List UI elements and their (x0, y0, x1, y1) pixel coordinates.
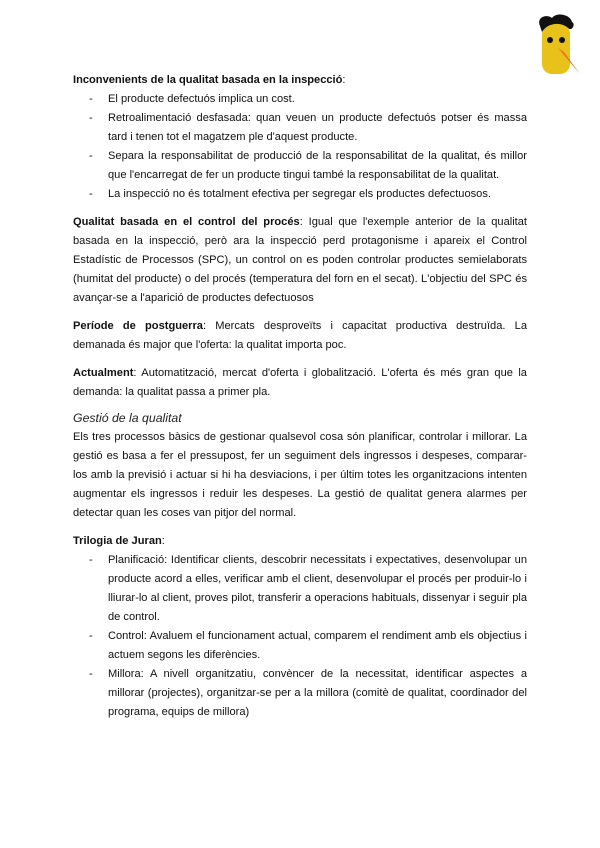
section-actualment: Actualment: Automatització, mercat d'oferta i globalització. L'oferta és més gran que la demanda: la qualitat passa a primer pla. (73, 367, 527, 398)
list-item: - El producte defectuós implica un cost. (73, 90, 527, 109)
list-item: - Retroalimentació desfasada: quan veuen un producte defectuós potser és massa tard i tenen tot el magatzem ple d'aquest producte. (73, 109, 527, 147)
list-item: - Control: Avaluem el funcionament actual, comparem el rendiment amb els objectius i actuem segons les diferències. (73, 627, 527, 665)
logo-eye-right (559, 37, 565, 43)
list-item: - Separa la responsabilitat de producció de la responsabilitat de la qualitat, és millor que l'encarregat de fer un producte tingui també la responsabilitat de la qualitat. (73, 147, 527, 185)
section-postguerra: Període de postguerra: Mercats desproveïts i capacitat productiva destruïda. La demanada és major que l'oferta: la qualitat importa poc. (73, 320, 527, 351)
inspeccio-list (73, 90, 527, 204)
gestio-heading: Gestió de la qualitat (73, 411, 182, 425)
juran-list (73, 551, 527, 722)
logo-body (542, 24, 570, 74)
list-item: - La inspecció no és totalment efectiva per segregar els productes defectuosos. (73, 185, 527, 204)
juran-heading: Trilogia de Juran: (73, 535, 165, 547)
bird-mascot-logo (530, 12, 582, 78)
document-page (73, 71, 527, 722)
list-item: - Millora: A nivell organitzatiu, convèncer de la necessitat, identificar aspectes a millorar (projectes), organitzar-se per a la millora (comitè de qualitat, coordinador del programa, equips de millora) (73, 665, 527, 722)
section-control-proces: Qualitat basada en el control del procés: Igual que l'exemple anterior de la qualitat basada en la inspecció, però ara la inspecció perd protagonisme i apareix el Control Estadístic de Processos (SPC), un control on es poden controlar productes semielaborats (humitat del producte) o del procés (temperatura del forn en el secat). L'objectiu del SPC és avançar-se a l'aparició de productes defectuosos (73, 216, 528, 304)
gestio-paragraph: Els tres processos bàsics de gestionar qualsevol cosa són planificar, controlar i millorar. La gestió es basa a fer el pressupost, fer un seguiment dels ingressos i despeses, comparar-los amb la previsió i actuar si hi ha desviacions, i per últim totes les organitzacions intenten augmentar els ingressos i reduir les despeses. La gestió de qualitat genera alarmes per detectar quan les coses van pitjor del normal. (73, 431, 527, 519)
section-inspeccio-heading: Inconvenients de la qualitat basada en la inspecció: (73, 74, 346, 86)
logo-eye-left (547, 37, 553, 43)
list-item: - Planificació: Identificar clients, descobrir necessitats i expectatives, desenvolupar un producte acord a elles, verificar amb el client, desenvolupar el procés per produir-lo i lliurar-lo al client, proves pilot, transferir a operacions habituals, dissenyar i seguir pla de control. (73, 551, 527, 627)
